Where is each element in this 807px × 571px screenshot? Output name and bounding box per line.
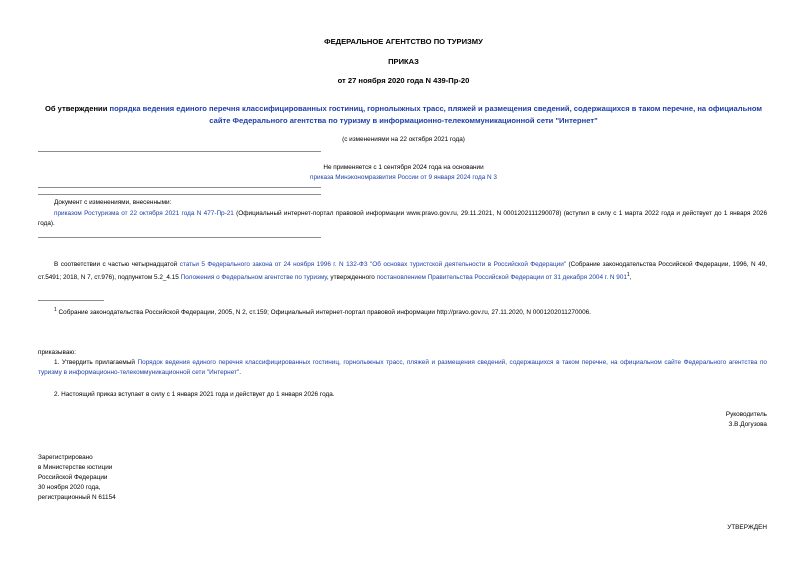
registration-line: Зарегистрировано <box>38 454 93 461</box>
document-title <box>40 103 767 127</box>
basis-text-2: (Собрание законодательства Российской Федерации, 1996, N 49, ст.5491; 2018, N 7, ст.976), подпунктом 5.2_4.15 <box>38 261 767 282</box>
title-prefix: Об утверждении <box>44 104 110 113</box>
signature-name: З.В.Догузова <box>728 421 767 428</box>
order-item-1-link[interactable]: Порядок ведения единого перечня классифицированных гостиниц, горнолыжных трасс, пляжей и размещения сведений, содержащихся в таком перечне, на официальном сайте Федерального агентства по туризму в информационно-телекоммуникационной сети "Интернет" <box>38 359 767 376</box>
changes-heading: Документ с изменениями, внесенными: <box>54 199 172 206</box>
basis-link-law[interactable]: статьи 5 Федерального закона от 24 ноября 1996 г. N 132-ФЗ "Об основах туристской деятельности в Российской Федерации" <box>179 261 567 268</box>
registration-line: в Министерстве юстиции <box>38 464 113 471</box>
document-date-number: от 27 ноября 2020 года N 439-Пр-20 <box>337 76 470 85</box>
divider <box>38 151 321 152</box>
registration-line: 30 ноября 2020 года, <box>38 484 101 491</box>
basis-link-regulation[interactable]: Положения о Федеральном агентстве по туризму <box>180 274 327 282</box>
order-intro: приказываю: <box>38 349 76 356</box>
divider <box>38 187 321 188</box>
registration-line: Российской Федерации <box>38 474 108 481</box>
basis-link-resolution[interactable]: постановлением Правительства Российской Федерации от 31 декабря 2004 г. N 901 <box>376 274 627 282</box>
order-item-1-end: . <box>239 369 242 376</box>
changes-body <box>38 209 767 229</box>
basis-text-1: В соответствии с частью четырнадцатой <box>54 261 180 268</box>
order-item-1 <box>38 358 767 378</box>
footnote-divider <box>38 300 104 301</box>
divider <box>38 194 321 195</box>
footnote-mark: 1 <box>54 307 57 313</box>
agency-name: ФЕДЕРАЛЬНОЕ АГЕНТСТВО ПО ТУРИЗМУ <box>324 37 483 46</box>
not-applied-note: Не применяется с 1 сентября 2024 года на основании <box>323 164 484 171</box>
footnote-reference[interactable]: 1 <box>626 272 630 278</box>
changes-rest: (Официальный интернет-портал правовой информации www.pravo.gov.ru, 29.11.2021, N 0001202111290078) (вступил в силу с 1 марта 2022 года и действует до 1 января 2026 года). <box>38 210 767 227</box>
registration-line: регистрационный N 61154 <box>38 494 116 501</box>
approved-label: УТВЕРЖДЕН <box>727 524 767 531</box>
not-applied-link[interactable]: приказа Минэкономразвития России от 9 января 2024 года N 3 <box>310 174 497 181</box>
document-type: ПРИКАЗ <box>388 57 419 66</box>
order-item-2: 2. Настоящий приказ вступает в силу с 1 января 2021 года и действует до 1 января 2026 года. <box>54 391 335 398</box>
basis-text-4: , <box>629 274 632 282</box>
title-link[interactable]: порядка ведения единого перечня классифицированных гостиниц, горнолыжных трасс, пляжей и размещения сведений, содержащихся в таком перечне, на официальном сайте Федерального агентства по туризму в информационно-телекоммуникационной сети "Интернет" <box>109 104 763 125</box>
divider <box>38 237 321 238</box>
changes-link[interactable]: приказом Ростуризма от 22 октября 2021 года N 477-Пр-21 <box>54 210 234 217</box>
footnote <box>54 305 767 318</box>
basis-text-3: , утвержденного <box>326 274 377 282</box>
amendments-note: (с изменениями на 22 октября 2021 года) <box>342 136 465 143</box>
signature-role: Руководитель <box>725 411 767 418</box>
footnote-text: Собрание законодательства Российской Федерации, 2005, N 2, ст.159; Официальный интернет-портал правовой информации http://pravo.gov.ru, 27.11.2020, N 0001202011270006. <box>56 309 591 317</box>
basis-paragraph <box>38 260 767 283</box>
order-item-1-text: 1. Утвердить прилагаемый <box>54 359 138 366</box>
